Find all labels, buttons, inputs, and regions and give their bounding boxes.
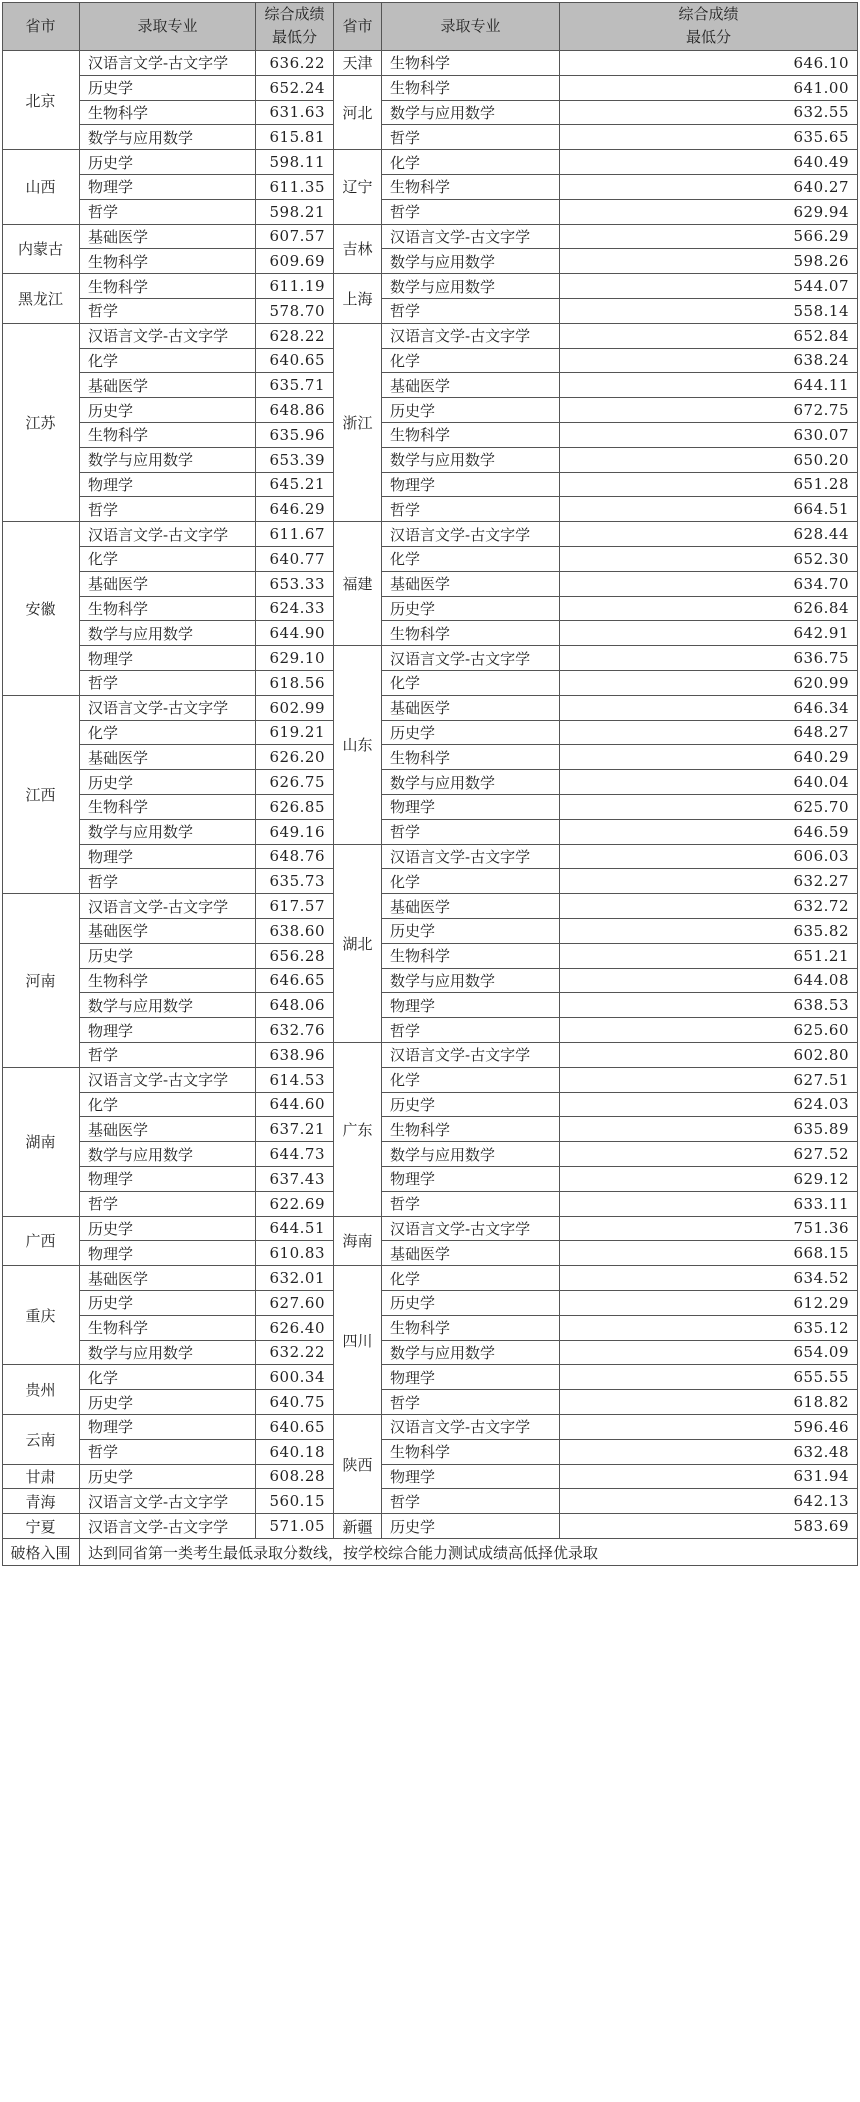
major-cell: 历史学 — [382, 597, 560, 622]
score-cell: 637.43 — [256, 1167, 334, 1192]
major-cell: 哲学 — [80, 1192, 256, 1217]
major-cell: 哲学 — [382, 299, 560, 324]
score-cell: 644.08 — [560, 969, 858, 994]
province-cell: 四川 — [334, 1266, 382, 1415]
score-cell: 627.52 — [560, 1142, 858, 1167]
major-cell: 基础医学 — [80, 1117, 256, 1142]
major-cell: 物理学 — [80, 175, 256, 200]
major-cell: 物理学 — [80, 473, 256, 498]
province-cell: 福建 — [334, 522, 382, 646]
header-province-right: 省市 — [334, 2, 382, 51]
major-cell: 数学与应用数学 — [382, 274, 560, 299]
header-score-line2: 最低分 — [685, 28, 731, 46]
major-cell: 生物科学 — [382, 944, 560, 969]
major-cell: 汉语言文学-古文字学 — [80, 696, 256, 721]
major-cell: 数学与应用数学 — [382, 448, 560, 473]
major-cell: 基础医学 — [80, 919, 256, 944]
major-cell: 哲学 — [80, 1043, 256, 1068]
major-cell: 物理学 — [80, 1241, 256, 1266]
score-cell: 615.81 — [256, 125, 334, 150]
major-cell: 历史学 — [80, 1390, 256, 1415]
province-cell: 黑龙江 — [2, 274, 80, 324]
score-cell: 625.70 — [560, 795, 858, 820]
major-cell: 化学 — [382, 671, 560, 696]
major-cell: 数学与应用数学 — [80, 1341, 256, 1366]
score-cell: 629.12 — [560, 1167, 858, 1192]
score-cell: 644.73 — [256, 1142, 334, 1167]
score-cell: 626.84 — [560, 597, 858, 622]
score-cell: 602.99 — [256, 696, 334, 721]
major-cell: 基础医学 — [382, 572, 560, 597]
score-cell: 632.72 — [560, 894, 858, 919]
major-cell: 汉语言文学-古文字学 — [80, 51, 256, 76]
score-cell: 638.60 — [256, 919, 334, 944]
score-cell: 625.60 — [560, 1018, 858, 1043]
major-cell: 物理学 — [382, 795, 560, 820]
major-cell: 哲学 — [80, 497, 256, 522]
major-cell: 历史学 — [382, 398, 560, 423]
major-cell: 基础医学 — [80, 1266, 256, 1291]
score-cell: 560.15 — [256, 1489, 334, 1514]
major-cell: 历史学 — [382, 919, 560, 944]
major-cell: 数学与应用数学 — [80, 448, 256, 473]
major-cell: 哲学 — [382, 1390, 560, 1415]
major-cell: 汉语言文学-古文字学 — [382, 1217, 560, 1242]
score-cell: 629.94 — [560, 200, 858, 225]
score-cell: 637.21 — [256, 1117, 334, 1142]
score-cell: 571.05 — [256, 1514, 334, 1539]
score-cell: 664.51 — [560, 497, 858, 522]
major-cell: 汉语言文学-古文字学 — [382, 225, 560, 250]
major-cell: 汉语言文学-古文字学 — [80, 1068, 256, 1093]
major-cell: 化学 — [382, 349, 560, 374]
major-cell: 化学 — [382, 1068, 560, 1093]
score-cell: 636.22 — [256, 51, 334, 76]
footer-label: 破格入围 — [2, 1539, 80, 1566]
score-cell: 629.10 — [256, 646, 334, 671]
score-cell: 640.18 — [256, 1440, 334, 1465]
major-cell: 历史学 — [80, 150, 256, 175]
major-cell: 物理学 — [382, 1365, 560, 1390]
score-cell: 655.55 — [560, 1365, 858, 1390]
score-cell: 642.13 — [560, 1489, 858, 1514]
major-cell: 汉语言文学-古文字学 — [382, 522, 560, 547]
score-cell: 640.65 — [256, 1415, 334, 1440]
score-cell: 611.19 — [256, 274, 334, 299]
major-cell: 汉语言文学-古文字学 — [382, 1043, 560, 1068]
province-cell: 上海 — [334, 274, 382, 324]
score-cell: 635.12 — [560, 1316, 858, 1341]
major-cell: 生物科学 — [80, 274, 256, 299]
score-cell: 648.86 — [256, 398, 334, 423]
major-cell: 物理学 — [80, 1018, 256, 1043]
major-cell: 数学与应用数学 — [382, 1142, 560, 1167]
score-cell: 598.21 — [256, 200, 334, 225]
score-cell: 632.01 — [256, 1266, 334, 1291]
score-cell: 619.21 — [256, 721, 334, 746]
score-cell: 640.65 — [256, 349, 334, 374]
score-cell: 648.27 — [560, 721, 858, 746]
score-cell: 636.75 — [560, 646, 858, 671]
score-cell: 631.94 — [560, 1465, 858, 1490]
score-cell: 649.16 — [256, 820, 334, 845]
province-cell: 广东 — [334, 1043, 382, 1217]
score-cell: 635.71 — [256, 373, 334, 398]
score-cell: 631.63 — [256, 101, 334, 126]
major-cell: 物理学 — [382, 1465, 560, 1490]
province-cell: 贵州 — [2, 1365, 80, 1415]
major-cell: 化学 — [382, 150, 560, 175]
major-cell: 生物科学 — [382, 76, 560, 101]
major-cell: 历史学 — [80, 944, 256, 969]
major-cell: 数学与应用数学 — [80, 621, 256, 646]
major-cell: 物理学 — [382, 473, 560, 498]
major-cell: 基础医学 — [382, 1241, 560, 1266]
major-cell: 物理学 — [80, 646, 256, 671]
score-cell: 652.24 — [256, 76, 334, 101]
major-cell: 数学与应用数学 — [382, 249, 560, 274]
score-cell: 626.75 — [256, 770, 334, 795]
province-cell: 安徽 — [2, 522, 80, 696]
major-cell: 基础医学 — [80, 572, 256, 597]
major-cell: 哲学 — [80, 869, 256, 894]
score-cell: 648.06 — [256, 993, 334, 1018]
header-major-right: 录取专业 — [382, 2, 560, 51]
score-cell: 640.75 — [256, 1390, 334, 1415]
header-score-line1: 综合成绩 — [678, 5, 739, 23]
score-cell: 640.77 — [256, 547, 334, 572]
score-cell: 653.39 — [256, 448, 334, 473]
score-cell: 650.20 — [560, 448, 858, 473]
score-cell: 630.07 — [560, 423, 858, 448]
province-cell: 内蒙古 — [2, 225, 80, 275]
score-cell: 566.29 — [560, 225, 858, 250]
score-cell: 635.82 — [560, 919, 858, 944]
score-cell: 644.51 — [256, 1217, 334, 1242]
major-cell: 历史学 — [80, 1291, 256, 1316]
score-cell: 646.59 — [560, 820, 858, 845]
province-cell: 北京 — [2, 51, 80, 150]
major-cell: 哲学 — [382, 1018, 560, 1043]
major-cell: 化学 — [382, 547, 560, 572]
province-cell: 海南 — [334, 1217, 382, 1267]
province-cell: 辽宁 — [334, 150, 382, 224]
score-cell: 632.22 — [256, 1341, 334, 1366]
score-cell: 627.60 — [256, 1291, 334, 1316]
score-cell: 654.09 — [560, 1341, 858, 1366]
major-cell: 生物科学 — [80, 795, 256, 820]
province-cell: 湖北 — [334, 845, 382, 1043]
major-cell: 汉语言文学-古文字学 — [80, 1514, 256, 1539]
major-cell: 哲学 — [382, 1192, 560, 1217]
major-cell: 生物科学 — [382, 745, 560, 770]
province-cell: 天津 — [334, 51, 382, 76]
score-cell: 628.44 — [560, 522, 858, 547]
major-cell: 汉语言文学-古文字学 — [80, 522, 256, 547]
major-cell: 基础医学 — [80, 745, 256, 770]
score-cell: 626.40 — [256, 1316, 334, 1341]
major-cell: 基础医学 — [382, 894, 560, 919]
major-cell: 化学 — [80, 1365, 256, 1390]
header-province-left: 省市 — [2, 2, 80, 51]
score-cell: 606.03 — [560, 845, 858, 870]
score-cell: 607.57 — [256, 225, 334, 250]
major-cell: 哲学 — [382, 820, 560, 845]
major-cell: 哲学 — [382, 200, 560, 225]
major-cell: 历史学 — [80, 398, 256, 423]
major-cell: 基础医学 — [80, 373, 256, 398]
score-cell: 645.21 — [256, 473, 334, 498]
score-cell: 609.69 — [256, 249, 334, 274]
major-cell: 历史学 — [80, 770, 256, 795]
major-cell: 生物科学 — [382, 1440, 560, 1465]
province-cell: 山西 — [2, 150, 80, 224]
score-cell: 632.55 — [560, 101, 858, 126]
major-cell: 历史学 — [382, 1514, 560, 1539]
score-cell: 633.11 — [560, 1192, 858, 1217]
score-cell: 646.29 — [256, 497, 334, 522]
major-cell: 数学与应用数学 — [80, 820, 256, 845]
major-cell: 化学 — [80, 1093, 256, 1118]
score-cell: 632.48 — [560, 1440, 858, 1465]
province-cell: 吉林 — [334, 225, 382, 275]
score-cell: 640.27 — [560, 175, 858, 200]
major-cell: 数学与应用数学 — [382, 969, 560, 994]
score-cell: 635.65 — [560, 125, 858, 150]
province-cell: 江苏 — [2, 324, 80, 522]
major-cell: 物理学 — [382, 993, 560, 1018]
score-cell: 632.76 — [256, 1018, 334, 1043]
score-cell: 638.53 — [560, 993, 858, 1018]
province-cell: 浙江 — [334, 324, 382, 522]
major-cell: 数学与应用数学 — [382, 101, 560, 126]
major-cell: 历史学 — [80, 1465, 256, 1490]
score-cell: 635.73 — [256, 869, 334, 894]
score-cell: 598.11 — [256, 150, 334, 175]
score-cell: 578.70 — [256, 299, 334, 324]
score-cell: 638.24 — [560, 349, 858, 374]
province-cell: 新疆 — [334, 1514, 382, 1539]
score-cell: 583.69 — [560, 1514, 858, 1539]
major-cell: 数学与应用数学 — [80, 1142, 256, 1167]
score-cell: 627.51 — [560, 1068, 858, 1093]
score-cell: 598.26 — [560, 249, 858, 274]
province-cell: 云南 — [2, 1415, 80, 1465]
province-cell: 青海 — [2, 1489, 80, 1514]
score-cell: 608.28 — [256, 1465, 334, 1490]
score-cell: 751.36 — [560, 1217, 858, 1242]
score-cell: 668.15 — [560, 1241, 858, 1266]
score-cell: 656.28 — [256, 944, 334, 969]
major-cell: 汉语言文学-古文字学 — [80, 894, 256, 919]
score-cell: 624.03 — [560, 1093, 858, 1118]
major-cell: 历史学 — [382, 721, 560, 746]
major-cell: 汉语言文学-古文字学 — [382, 646, 560, 671]
major-cell: 基础医学 — [382, 696, 560, 721]
score-cell: 648.76 — [256, 845, 334, 870]
header-score-line1: 综合成绩 — [264, 5, 325, 23]
score-cell: 622.69 — [256, 1192, 334, 1217]
score-cell: 610.83 — [256, 1241, 334, 1266]
header-score-left — [256, 2, 334, 51]
province-cell: 江西 — [2, 696, 80, 894]
score-cell: 612.29 — [560, 1291, 858, 1316]
major-cell: 基础医学 — [382, 373, 560, 398]
major-cell: 化学 — [80, 349, 256, 374]
province-cell: 广西 — [2, 1217, 80, 1267]
score-cell: 558.14 — [560, 299, 858, 324]
major-cell: 物理学 — [80, 1415, 256, 1440]
major-cell: 数学与应用数学 — [80, 125, 256, 150]
score-cell: 632.27 — [560, 869, 858, 894]
score-cell: 611.35 — [256, 175, 334, 200]
major-cell: 哲学 — [80, 671, 256, 696]
major-cell: 哲学 — [382, 125, 560, 150]
score-cell: 634.52 — [560, 1266, 858, 1291]
score-cell: 602.80 — [560, 1043, 858, 1068]
score-cell: 614.53 — [256, 1068, 334, 1093]
major-cell: 汉语言文学-古文字学 — [382, 845, 560, 870]
major-cell: 化学 — [382, 869, 560, 894]
major-cell: 生物科学 — [80, 249, 256, 274]
score-cell: 618.82 — [560, 1390, 858, 1415]
score-cell: 626.85 — [256, 795, 334, 820]
score-cell: 600.34 — [256, 1365, 334, 1390]
major-cell: 历史学 — [80, 1217, 256, 1242]
major-cell: 历史学 — [80, 76, 256, 101]
score-cell: 620.99 — [560, 671, 858, 696]
score-cell: 635.89 — [560, 1117, 858, 1142]
score-cell: 618.56 — [256, 671, 334, 696]
score-cell: 640.29 — [560, 745, 858, 770]
major-cell: 化学 — [80, 721, 256, 746]
province-cell: 陕西 — [334, 1415, 382, 1514]
province-cell: 甘肃 — [2, 1465, 80, 1490]
major-cell: 哲学 — [80, 200, 256, 225]
major-cell: 历史学 — [382, 1093, 560, 1118]
major-cell: 物理学 — [382, 1167, 560, 1192]
score-cell: 638.96 — [256, 1043, 334, 1068]
major-cell: 哲学 — [382, 497, 560, 522]
score-cell: 646.10 — [560, 51, 858, 76]
score-cell: 652.30 — [560, 547, 858, 572]
score-cell: 617.57 — [256, 894, 334, 919]
score-cell: 640.04 — [560, 770, 858, 795]
score-cell: 644.11 — [560, 373, 858, 398]
major-cell: 物理学 — [80, 845, 256, 870]
major-cell: 基础医学 — [80, 225, 256, 250]
score-cell: 544.07 — [560, 274, 858, 299]
score-cell: 646.65 — [256, 969, 334, 994]
province-cell: 湖南 — [2, 1068, 80, 1217]
major-cell: 生物科学 — [80, 1316, 256, 1341]
province-cell: 河北 — [334, 76, 382, 150]
major-cell: 生物科学 — [382, 1117, 560, 1142]
major-cell: 生物科学 — [382, 621, 560, 646]
major-cell: 哲学 — [382, 1489, 560, 1514]
score-cell: 596.46 — [560, 1415, 858, 1440]
province-cell: 宁夏 — [2, 1514, 80, 1539]
score-cell: 611.67 — [256, 522, 334, 547]
major-cell: 哲学 — [80, 299, 256, 324]
major-cell: 数学与应用数学 — [80, 993, 256, 1018]
major-cell: 数学与应用数学 — [382, 1341, 560, 1366]
score-cell: 644.90 — [256, 621, 334, 646]
major-cell: 汉语言文学-古文字学 — [382, 1415, 560, 1440]
score-cell: 635.96 — [256, 423, 334, 448]
score-cell: 653.33 — [256, 572, 334, 597]
score-cell: 672.75 — [560, 398, 858, 423]
major-cell: 汉语言文学-古文字学 — [382, 324, 560, 349]
score-cell: 628.22 — [256, 324, 334, 349]
major-cell: 历史学 — [382, 1291, 560, 1316]
score-cell: 634.70 — [560, 572, 858, 597]
major-cell: 生物科学 — [80, 423, 256, 448]
score-cell: 651.21 — [560, 944, 858, 969]
major-cell: 生物科学 — [80, 969, 256, 994]
major-cell: 生物科学 — [382, 175, 560, 200]
header-score-right — [560, 2, 858, 51]
province-cell: 河南 — [2, 894, 80, 1068]
major-cell: 哲学 — [80, 1440, 256, 1465]
footer-note: 达到同省第一类考生最低录取分数线，按学校综合能力测试成绩高低择优录取 — [80, 1539, 858, 1566]
major-cell: 化学 — [382, 1266, 560, 1291]
score-cell: 641.00 — [560, 76, 858, 101]
header-score-line2: 最低分 — [271, 28, 317, 46]
province-cell: 山东 — [334, 646, 382, 844]
major-cell: 生物科学 — [382, 51, 560, 76]
score-cell: 651.28 — [560, 473, 858, 498]
score-cell: 626.20 — [256, 745, 334, 770]
score-cell: 642.91 — [560, 621, 858, 646]
major-cell: 生物科学 — [382, 1316, 560, 1341]
score-cell: 652.84 — [560, 324, 858, 349]
major-cell: 化学 — [80, 547, 256, 572]
major-cell: 汉语言文学-古文字学 — [80, 1489, 256, 1514]
header-major-left: 录取专业 — [80, 2, 256, 51]
major-cell: 汉语言文学-古文字学 — [80, 324, 256, 349]
score-cell: 624.33 — [256, 597, 334, 622]
province-cell: 重庆 — [2, 1266, 80, 1365]
major-cell: 数学与应用数学 — [382, 770, 560, 795]
major-cell: 生物科学 — [80, 597, 256, 622]
score-cell: 644.60 — [256, 1093, 334, 1118]
major-cell: 生物科学 — [382, 423, 560, 448]
major-cell: 物理学 — [80, 1167, 256, 1192]
major-cell: 生物科学 — [80, 101, 256, 126]
score-cell: 646.34 — [560, 696, 858, 721]
score-cell: 640.49 — [560, 150, 858, 175]
